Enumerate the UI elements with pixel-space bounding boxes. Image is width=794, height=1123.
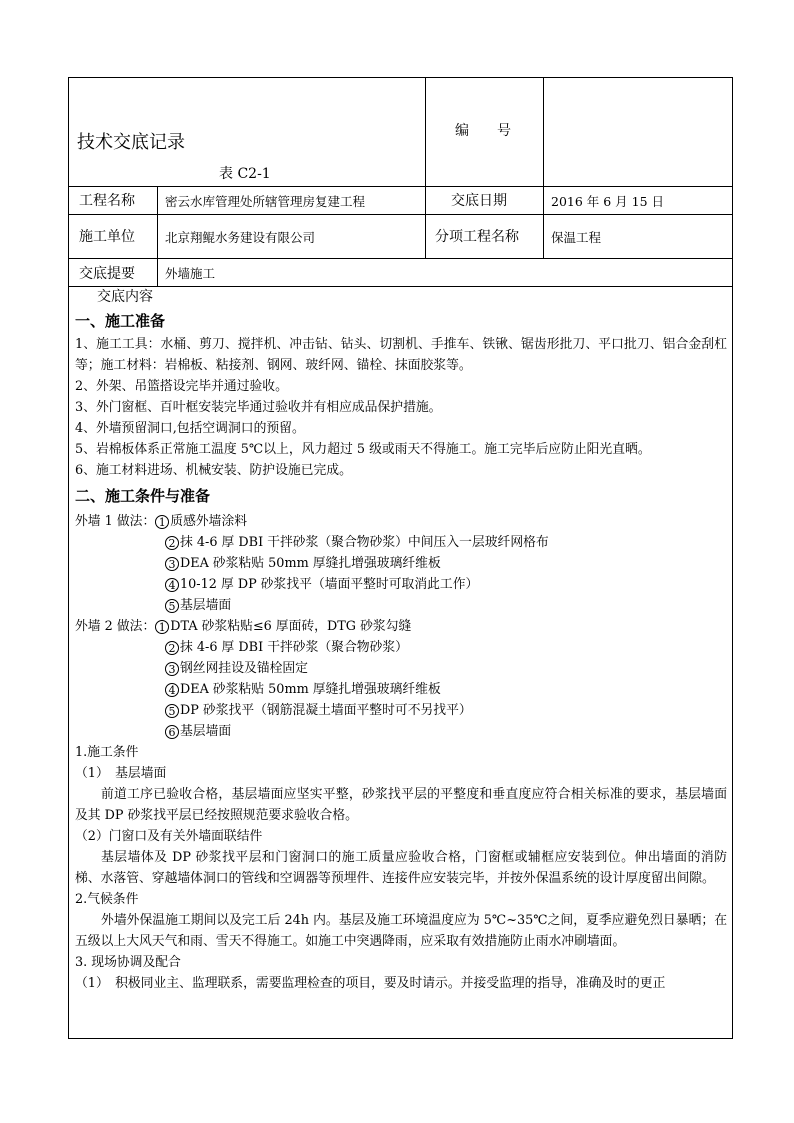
layer-text: 抹 4-6 厚 DBI 干拌砂浆（聚合物砂浆）中间压入一层玻纤网格布 xyxy=(180,535,549,550)
circled-number: 6 xyxy=(165,725,179,739)
form-number: 表 C2-1 xyxy=(219,166,271,182)
list-item: 4、外墙预留洞口,包括空调洞口的预留。 xyxy=(75,421,305,436)
briefing-content xyxy=(75,287,727,994)
layer-text: DTA 砂浆粘贴≤6 厚面砖，DTG 砂浆勾缝 xyxy=(170,619,412,634)
subitem-value: 保温工程 xyxy=(551,230,602,245)
date-value: 2016 年 6 月 15 日 xyxy=(551,194,665,209)
document-title: 技术交底记录 xyxy=(77,132,185,153)
section-1-title: 一、施工准备 xyxy=(75,312,166,330)
layer-text: 抹 4-6 厚 DBI 干拌砂浆（聚合物砂浆） xyxy=(180,640,408,655)
col-divider xyxy=(425,78,426,186)
wall-2-layer xyxy=(75,637,727,658)
content-heading: 交底内容 xyxy=(97,289,153,305)
subitem-label: 分项工程名称 xyxy=(435,229,519,245)
construction-unit-label: 施工单位 xyxy=(79,229,135,245)
wall-1-layer xyxy=(75,532,727,553)
col-divider xyxy=(425,186,426,258)
wall-2-layer xyxy=(75,616,727,637)
condition-text: （1） 积极同业主、监理联系，需要监理检查的项目，要及时请示。并接受监理的指导，准确及时的更正 xyxy=(75,976,666,991)
section-2-title: 二、施工条件与准备 xyxy=(75,487,211,505)
circled-number: 4 xyxy=(165,578,179,592)
layer-text: DP 砂浆找平（钢筋混凝土墙面平整时可不另找平） xyxy=(180,703,472,718)
list-item: 2、外架、吊篮搭设完毕并通过验收。 xyxy=(75,379,288,394)
circled-number: 5 xyxy=(165,599,179,613)
layer-text: 质感外墙涂料 xyxy=(170,514,248,529)
list-item: 1、施工工具：水桶、剪刀、搅拌机、冲击钻、钻头、切割机、手推车、铁锹、锯齿形批刀、平口批刀、铝合金刮杠等；施工材料：岩棉板、粘接剂、钢网、玻纤网、锚栓、抹面胶浆等。 xyxy=(75,337,727,373)
circled-number: 4 xyxy=(165,683,179,697)
layer-text: 基层墙面 xyxy=(180,724,232,739)
row-divider xyxy=(69,258,732,259)
circled-number: 3 xyxy=(165,557,179,571)
row-divider xyxy=(69,186,732,187)
wall-1-layer xyxy=(75,511,727,532)
wall-1-label: 外墙 1 做法： xyxy=(75,514,156,529)
condition-text: 前道工序已验收合格，基层墙面应坚实平整，砂浆找平层的平整度和垂直度应符合相关标准的要求，基层墙面及其 DP 砂浆找平层已经按照规范要求验收合格。 xyxy=(75,787,727,823)
circled-number: 1 xyxy=(155,620,169,634)
wall-1-layer xyxy=(75,574,727,595)
record-table xyxy=(68,77,733,1039)
project-name-value: 密云水库管理处所辖管理房复建工程 xyxy=(165,194,366,209)
condition-subtitle: （1） 基层墙面 xyxy=(75,766,167,781)
date-label: 交底日期 xyxy=(451,193,507,209)
list-item: 5、岩棉板体系正常施工温度 5℃以上，风力超过 5 级或雨天不得施工。施工完毕后应防止阳光直晒。 xyxy=(75,442,651,457)
wall-2-layer xyxy=(75,721,727,742)
wall-2-label: 外墙 2 做法： xyxy=(75,619,156,634)
list-item: 6、施工材料进场、机械安装、防护设施已完成。 xyxy=(75,463,352,478)
col-divider xyxy=(157,186,158,286)
condition-title: 2.气候条件 xyxy=(75,892,139,907)
layer-text: DEA 砂浆粘贴 50mm 厚缝扎增强玻璃纤维板 xyxy=(180,682,441,697)
number-label: 编 号 xyxy=(455,123,511,139)
layer-text: 钢丝网挂设及锚栓固定 xyxy=(180,661,308,676)
circled-number: 2 xyxy=(165,641,179,655)
project-name-label: 工程名称 xyxy=(79,193,135,209)
row-divider xyxy=(69,214,732,215)
condition-title: 3. 现场协调及配合 xyxy=(75,955,181,970)
wall-2-layer xyxy=(75,658,727,679)
summary-label: 交底提要 xyxy=(79,266,135,282)
wall-1-layer xyxy=(75,595,727,616)
wall-2-layer xyxy=(75,679,727,700)
construction-unit-value: 北京翔鲲水务建设有限公司 xyxy=(165,230,316,245)
circled-number: 2 xyxy=(165,536,179,550)
layer-text: 基层墙面 xyxy=(180,598,232,613)
col-divider xyxy=(543,78,544,258)
wall-1-layer xyxy=(75,553,727,574)
condition-text: 基层墙体及 DP 砂浆找平层和门窗洞口的施工质量应验收合格，门窗框或辅框应安装到位。伸出墙面的消防梯、水落管、穿越墙体洞口的管线和空调器等预埋件、连接件应安装完毕，并按外保温系统的设计厚度留出间隙。 xyxy=(75,850,727,886)
condition-subtitle: （2）门窗口及有关外墙面联结件 xyxy=(75,829,263,844)
circled-number: 3 xyxy=(165,662,179,676)
circled-number: 1 xyxy=(155,515,169,529)
condition-title: 1.施工条件 xyxy=(75,745,139,760)
layer-text: DEA 砂浆粘贴 50mm 厚缝扎增强玻璃纤维板 xyxy=(180,556,441,571)
wall-2-layer xyxy=(75,700,727,721)
layer-text: 10-12 厚 DP 砂浆找平（墙面平整时可取消此工作） xyxy=(180,577,479,592)
condition-text: 外墙外保温施工期间以及完工后 24h 内。基层及施工环境温度应为 5℃~35℃之间，夏季应避免烈日暴晒；在五级以上大风天气和雨、雪天不得施工。如施工中突遇降雨，应采取有效措施防止雨水冲刷墙面。 xyxy=(75,913,727,949)
list-item: 3、外门窗框、百叶框安装完毕通过验收并有相应成品保护措施。 xyxy=(75,400,442,415)
circled-number: 5 xyxy=(165,704,179,718)
summary-value: 外墙施工 xyxy=(165,266,216,281)
